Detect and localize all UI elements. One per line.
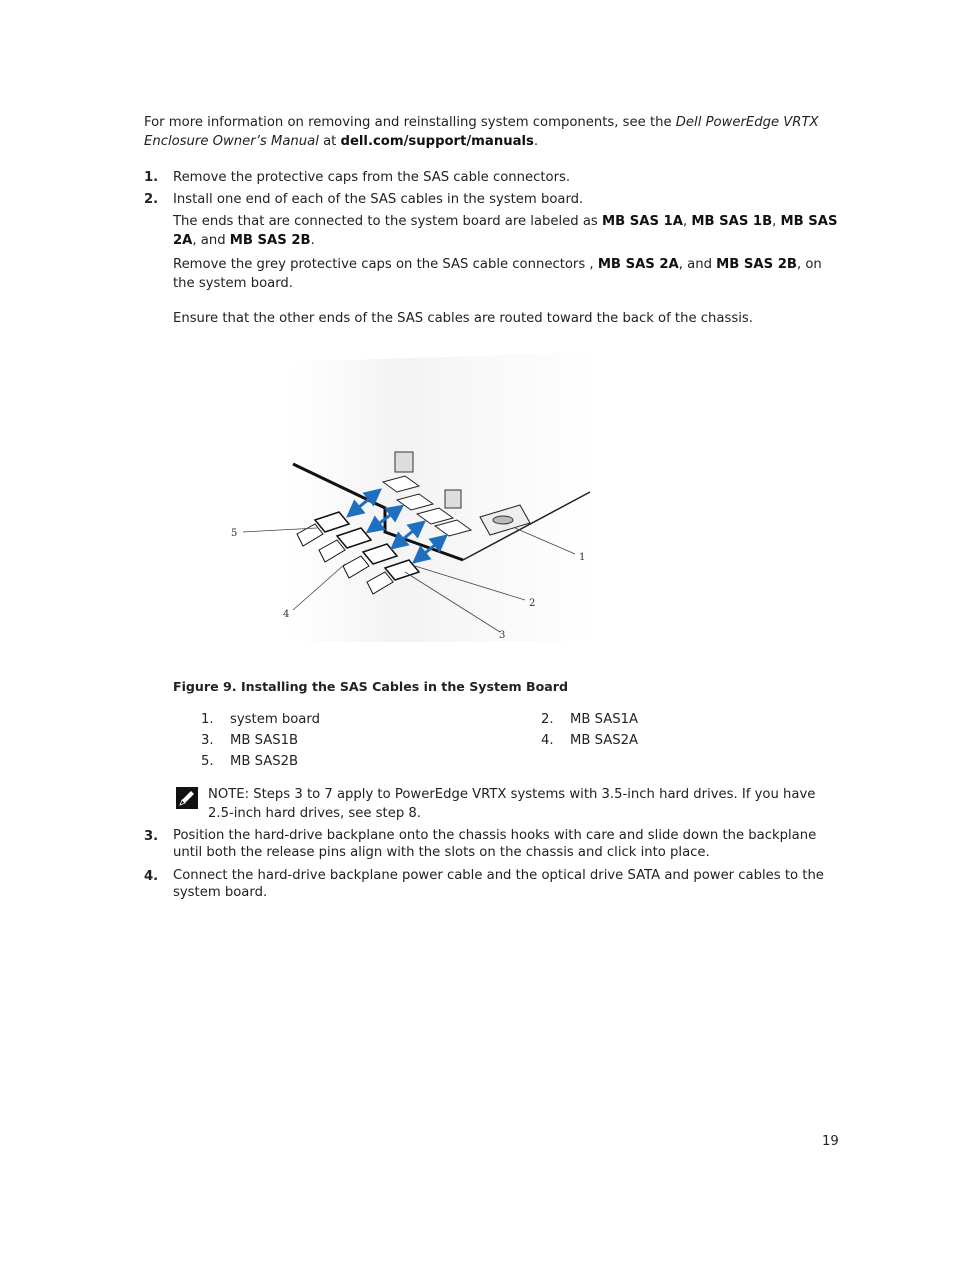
legend-num-4: 4. bbox=[541, 733, 554, 748]
sep: , and bbox=[678, 257, 717, 272]
step-1-text: Remove the protective caps from the SAS cable connectors. bbox=[173, 170, 571, 185]
legend-num-3: 3. bbox=[201, 733, 214, 748]
intro-end: . bbox=[533, 134, 539, 149]
step-1-number: 1. bbox=[144, 170, 159, 185]
step-2-number: 2. bbox=[144, 192, 159, 207]
board-shading bbox=[290, 352, 595, 642]
step-2-text: Install one end of each of the SAS cables in the system board. bbox=[173, 192, 584, 207]
callout-1: 1 bbox=[579, 552, 586, 563]
intro-paragraph bbox=[144, 113, 844, 151]
sep: , bbox=[682, 214, 692, 229]
board-component bbox=[445, 490, 461, 508]
period: . bbox=[310, 233, 315, 248]
legend-num-1: 1. bbox=[201, 712, 214, 727]
step-4-text: Connect the hard-drive backplane power cable and the optical drive SATA and power cables to the system board. bbox=[173, 868, 824, 900]
note-pencil-icon bbox=[175, 786, 199, 810]
legend-label-4: MB SAS2A bbox=[570, 733, 639, 748]
label-mb-sas-1b: MB SAS 1B bbox=[691, 214, 773, 229]
legend-label-2: MB SAS1A bbox=[570, 712, 639, 727]
callout-4: 4 bbox=[283, 609, 290, 620]
figure-caption: Figure 9. Installing the SAS Cables in the System Board bbox=[173, 679, 569, 694]
intro-at: at bbox=[318, 134, 341, 149]
note-text bbox=[208, 785, 828, 823]
step-2-routing-paragraph: Ensure that the other ends of the SAS cables are routed toward the back of the chassis. bbox=[173, 311, 753, 326]
labels-intro: The ends that are connected to the system board are labeled as bbox=[173, 214, 602, 229]
caps-label-2a: MB SAS 2A bbox=[597, 257, 679, 272]
label-mb-sas-2b: MB SAS 2B bbox=[229, 233, 311, 248]
callout-5: 5 bbox=[231, 528, 238, 539]
figure-sas-cables bbox=[225, 342, 605, 652]
step-2-labels-paragraph bbox=[173, 212, 843, 250]
legend-num-5: 5. bbox=[201, 754, 214, 769]
page-number: 19 bbox=[822, 1134, 839, 1149]
label-mb-sas-1a: MB SAS 1A bbox=[602, 214, 683, 229]
legend-label-5: MB SAS2B bbox=[230, 754, 299, 769]
label-mb-sas-2a: MB SAS 2A bbox=[173, 214, 838, 248]
note-label: NOTE: bbox=[208, 787, 250, 802]
caps-label-2b: MB SAS 2B bbox=[716, 257, 797, 272]
manual-title: Dell PowerEdge VRTX Enclosure Owner’s Manual bbox=[144, 115, 819, 149]
step-3-text: Position the hard-drive backplane onto the chassis hooks with care and slide down the backplane until both the release pins align with the slots on the chassis and click into place. bbox=[173, 828, 817, 860]
callout-2: 2 bbox=[529, 598, 536, 609]
sep: , bbox=[772, 214, 781, 229]
caps-intro: Remove the grey protective caps on the SAS cable connectors , bbox=[173, 257, 598, 272]
sep: , and bbox=[192, 233, 230, 248]
step-3-number: 3. bbox=[144, 829, 159, 844]
callout-3: 3 bbox=[499, 630, 506, 641]
legend-num-2: 2. bbox=[541, 712, 554, 727]
step-2-caps-paragraph bbox=[173, 255, 843, 293]
intro-text: For more information on removing and reinstalling system components, see the bbox=[144, 115, 676, 130]
caps-end: , on the system board. bbox=[173, 257, 822, 291]
legend-label-1: system board bbox=[230, 712, 320, 727]
step-4-number: 4. bbox=[144, 869, 159, 884]
note-body: Steps 3 to 7 apply to PowerEdge VRTX systems with 3.5-inch hard drives. If you have 2.5-inch hard drives, see step 8. bbox=[208, 787, 816, 821]
legend-label-3: MB SAS1B bbox=[230, 733, 299, 748]
board-component bbox=[395, 452, 413, 472]
sas-cable-illustration bbox=[225, 342, 605, 652]
support-link[interactable]: dell.com/support/manuals bbox=[340, 134, 534, 149]
